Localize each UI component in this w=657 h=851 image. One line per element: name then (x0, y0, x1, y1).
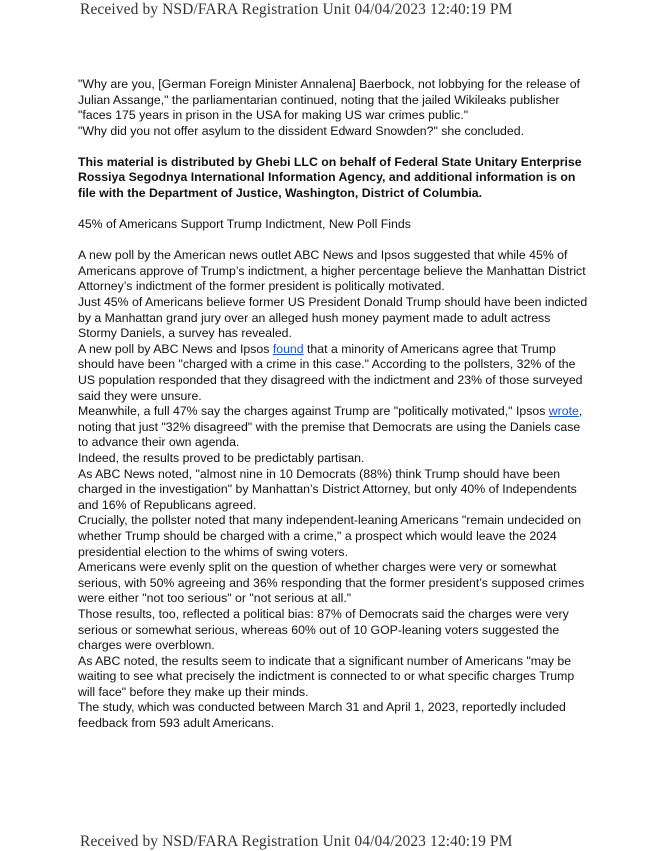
paragraph-6: As ABC News noted, "almost nine in 10 Democrats (88%) think Trump should have been charged in the investigation" by Manhattan’s District Attorney, but only 40% of Independents and 16% of Republicans agreed. (78, 466, 577, 512)
document-body (78, 77, 588, 732)
paragraph-8: Americans were evenly split on the question of whether charges were very or somewhat serious, with 50% agreeing and 36% responding that the former president’s supposed crimes were either "not too serious" or "not serious at all." (78, 560, 585, 606)
paragraph-10: As ABC noted, the results seem to indicate that a significant number of Americans "may be waiting to see what precisely the indictment is connected to or what specific charges Trump will face" before they make up their minds. (78, 653, 575, 699)
paragraph-4 (78, 404, 588, 451)
paragraph-3-lead: A new poll by ABC News and Ipsos (78, 341, 273, 356)
paragraph-1: A new poll by the American news outlet ABC News and Ipsos suggested that while 45% of Americans approve of Trump’s indictment, a higher percentage believe the Manhattan District Attorney’s indictment of the former president is politically motivated. (78, 248, 586, 294)
registration-stamp-bottom: Received by NSD/FARA Registration Unit 04/04/2023 12:40:19 PM (80, 833, 513, 850)
spacer (78, 202, 588, 218)
paragraph-4-rest: , noting that just "32% disagreed" with the premise that Democrats are using the Daniels case to advance their own agenda. (78, 404, 583, 450)
fara-disclaimer: This material is distributed by Ghebi LLC on behalf of Federal State Unitary Enterprise Rossiya Segodnya International Information Agency, and additional information is on file with the Department of Justice, Washington, District of Columbia. (78, 154, 582, 201)
spacer (78, 233, 588, 249)
registration-stamp-top: Received by NSD/FARA Registration Unit 04/04/2023 12:40:19 PM (80, 1, 513, 18)
paragraph-2: Just 45% of Americans believe former US President Donald Trump should have been indicted by a Manhattan grand jury over an alleged hush money payment made to adult actress Stormy Daniels, a survey has revealed. (78, 295, 588, 341)
paragraph-3 (78, 342, 588, 404)
article-title: 45% of Americans Support Trump Indictment, New Poll Finds (78, 217, 411, 232)
paragraph-7: Crucially, the pollster noted that many independent-leaning Americans "remain undecided on whether Trump should be charged with a crime," a prospect which would leave the 2024 presidential election to the whims of swing voters. (78, 513, 582, 559)
quote-snowden: "Why did you not offer asylum to the dissident Edward Snowden?" she concluded. (78, 123, 524, 138)
found-link[interactable]: found (272, 341, 304, 356)
paragraph-11: The study, which was conducted between March 31 and April 1, 2023, reportedly included feedback from 593 adult Americans. (78, 700, 566, 731)
paragraph-5: Indeed, the results proved to be predictably partisan. (78, 450, 365, 465)
spacer (78, 139, 588, 155)
quote-assange: "Why are you, [German Foreign Minister Annalena] Baerbock, not lobbying for the release of Julian Assange," the parliamentarian continued, noting that the jailed Wikileaks publisher "faces 175 years in prison in the USA for making US war crimes public." (78, 77, 580, 123)
paragraph-3-rest: that a minority of Americans agree that Trump should have been "charged with a crime in this case." According to the pollsters, 32% of the US population responded that they disagreed with the indictment and 23% of those surveyed said they were unsure. (78, 341, 583, 403)
wrote-link[interactable]: wrote (548, 404, 579, 419)
paragraph-4-lead: Meanwhile, a full 47% say the charges against Trump are "politically motivated," Ipsos (78, 404, 549, 419)
paragraph-9: Those results, too, reflected a political bias: 87% of Democrats said the charges were very serious or somewhat serious, whereas 60% out of 10 GOP-leaning voters suggested the charges were overblown. (78, 606, 569, 653)
